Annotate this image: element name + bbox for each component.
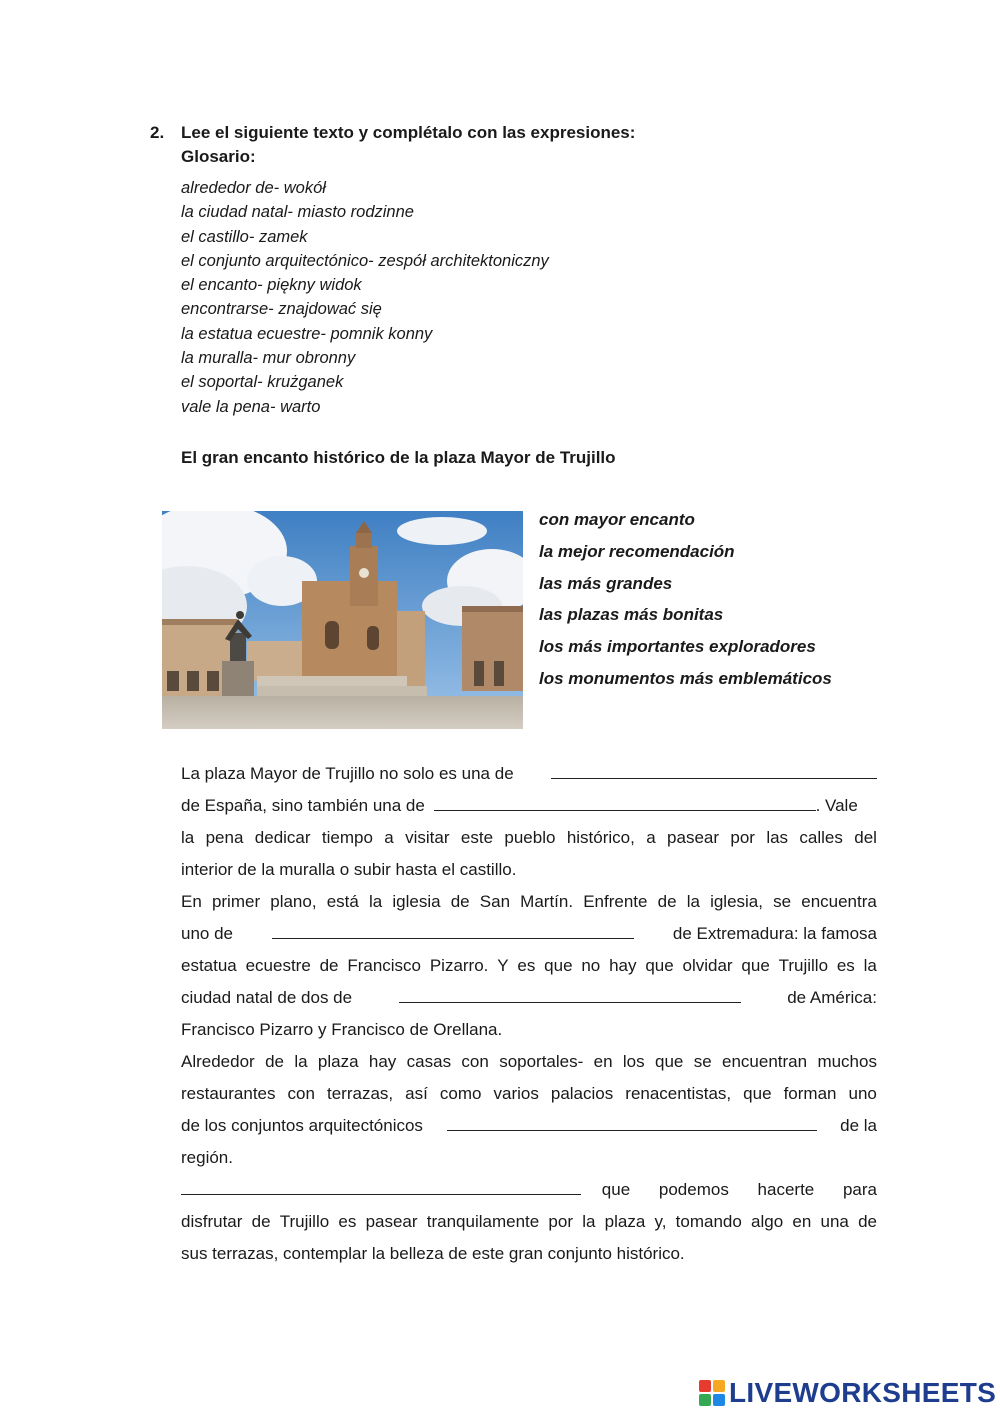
text-word: San (479, 892, 511, 911)
text-line (181, 1078, 877, 1110)
text-word: Martín. (520, 892, 574, 911)
text-word: Pizarro. (429, 956, 489, 975)
exercise-instruction: Lee el siguiente texto y complétalo con las expresiones: (181, 123, 636, 142)
text-word: se (773, 892, 792, 911)
text-word: forman (783, 1084, 837, 1103)
text-word: hay (368, 1052, 397, 1071)
text-word: pasear (667, 828, 720, 847)
text-word: así (405, 1084, 428, 1103)
glossary-item: el soportal- krużganek (181, 373, 344, 392)
text-word: de (657, 892, 677, 911)
text-segment: de la (840, 1116, 877, 1135)
text-word: que (743, 1084, 772, 1103)
expression-item: los más importantes exploradores (539, 637, 816, 657)
blank-field-1[interactable] (551, 764, 877, 779)
text-word: primer (211, 892, 261, 911)
text-word: pena (205, 828, 244, 847)
text-word: a (384, 828, 394, 847)
text-line: Francisco Pizarro y Francisco de Orellana. (181, 1020, 503, 1039)
text-word: que (544, 956, 573, 975)
text-word: es (836, 956, 855, 975)
text-word: los (622, 1052, 645, 1071)
text-word: iglesia, (710, 892, 763, 911)
blank-field-2[interactable] (434, 796, 816, 811)
text-word: de (319, 956, 339, 975)
text-word: pasear (365, 1212, 418, 1231)
text-word: muchos (817, 1052, 877, 1071)
text-segment: de Extremadura: la famosa (672, 924, 877, 943)
text-word: la (863, 956, 877, 975)
text-word: de (450, 892, 470, 911)
text-segment: uno de (181, 924, 233, 943)
text-word: que (645, 956, 674, 975)
text-line: sus terrazas, contemplar la belleza de este gran conjunto histórico. (181, 1244, 685, 1263)
expression-item: con mayor encanto (539, 510, 695, 529)
text-word: de (251, 1212, 271, 1231)
text-word: del (854, 828, 877, 847)
glossary-item: alrededor de- wokół (181, 179, 326, 197)
liveworksheets-logo (699, 1377, 996, 1409)
glossary-label: Glosario: (181, 147, 256, 166)
text-word: iglesia (392, 892, 441, 911)
glossary-item: el castillo- zamek (181, 227, 308, 246)
text-segment: de América: (787, 988, 877, 1007)
glossary-item: la estatua ecuestre- pomnik konny (181, 324, 433, 343)
text-word: y, (654, 1212, 667, 1231)
text-word: es (338, 1212, 357, 1231)
text-word: Francisco (347, 956, 422, 975)
text-word: la (686, 892, 700, 911)
text-word: por (548, 1212, 573, 1231)
text-line (181, 822, 877, 854)
text-segment: que podemos hacerte para (601, 1180, 877, 1199)
expressions-box (539, 506, 832, 697)
expression-item: las más grandes (539, 573, 673, 593)
text-word: olvidar (682, 956, 733, 975)
text-word: se (693, 1052, 712, 1071)
text-line (181, 790, 877, 822)
text-word: la (181, 828, 195, 847)
glossary-list (181, 176, 549, 419)
text-word: plaza (317, 1052, 359, 1071)
text-word: histórico, (566, 828, 635, 847)
text-word: calles (799, 828, 843, 847)
text-word: es (517, 956, 536, 975)
text-word: la (582, 1212, 596, 1231)
text-word: encuentran (722, 1052, 808, 1071)
article-title: El gran encanto histórico de la plaza Mayor de Trujillo (181, 448, 616, 467)
text-line (181, 1046, 877, 1078)
text-word: por (730, 828, 755, 847)
text-word: algo (751, 1212, 784, 1231)
text-word: Y (497, 956, 509, 975)
text-line (181, 1174, 877, 1206)
text-word: en (593, 1052, 613, 1071)
text-word: varios (493, 1084, 539, 1103)
text-word: Enfrente (583, 892, 648, 911)
expression-item: los monumentos más emblemáticos (539, 668, 832, 688)
logo-text: LIVEWORKSHEETS (729, 1377, 997, 1408)
glossary-item: vale la pena- warto (181, 397, 321, 416)
text-word: hay (609, 956, 637, 975)
text-word: encuentra (801, 892, 877, 911)
text-word: plaza (604, 1212, 646, 1231)
text-word: En (181, 892, 202, 911)
logo-icon (699, 1380, 725, 1406)
glossary-item: encontrarse- znajdować się (181, 300, 382, 319)
text-word: en (792, 1212, 812, 1231)
text-word: estatua (181, 956, 237, 975)
expression-item: la mejor recomendación (539, 541, 735, 561)
text-word: renacentistas, (625, 1084, 732, 1103)
text-word: las (766, 828, 789, 847)
text-word: de (265, 1052, 284, 1071)
fill-in-text (181, 758, 877, 1270)
text-word: tranquilamente (426, 1212, 540, 1231)
text-word: está (326, 892, 359, 911)
text-word: plano, (270, 892, 317, 911)
expression-item: las plazas más bonitas (539, 605, 724, 625)
text-word: a (646, 828, 656, 847)
blank-field-4[interactable] (399, 988, 741, 1003)
plaza-photo (162, 511, 523, 729)
text-word: que (741, 956, 770, 975)
text-word: este (460, 828, 494, 847)
text-word: Trujillo (778, 956, 829, 975)
text-word: uno (848, 1084, 877, 1103)
text-word: con (287, 1084, 315, 1103)
text-word: una (820, 1212, 849, 1231)
text-word: palacios (550, 1084, 614, 1103)
exercise-number: 2. (150, 123, 165, 142)
text-word: la (369, 892, 383, 911)
text-line (181, 982, 877, 1014)
text-line (181, 950, 877, 982)
text-word: restaurantes (181, 1084, 276, 1103)
text-word: soportales- (499, 1052, 584, 1071)
text-segment: La plaza Mayor de Trujillo no solo es una de (181, 764, 514, 783)
text-word: dedicar (254, 828, 311, 847)
text-line (181, 918, 877, 950)
text-line: interior de la muralla o subir hasta el castillo. (181, 860, 517, 879)
text-word: tiempo (321, 828, 373, 847)
text-word: pueblo (504, 828, 556, 847)
glossary-item: la ciudad natal- miasto rodzinne (181, 203, 414, 222)
text-word: de (858, 1212, 877, 1231)
text-word: que (654, 1052, 684, 1071)
text-line (181, 758, 877, 790)
text-line (181, 1110, 877, 1142)
text-word: Trujillo (279, 1212, 330, 1231)
text-word: ecuestre (245, 956, 311, 975)
glossary-item: el conjunto arquitectónico- zespół architektoniczny (181, 251, 549, 270)
text-line (181, 1206, 877, 1238)
text-word: como (439, 1084, 482, 1103)
blank-field-6[interactable] (181, 1180, 581, 1195)
blank-field-3[interactable] (272, 924, 634, 939)
text-word: visitar (405, 828, 450, 847)
text-line (181, 886, 877, 918)
text-word: Alrededor (181, 1052, 255, 1071)
text-word: tomando (675, 1212, 742, 1231)
blank-field-5[interactable] (447, 1116, 817, 1131)
glossary-item: el encanto- piękny widok (181, 276, 362, 295)
text-segment: de los conjuntos arquitectónicos (181, 1116, 423, 1135)
text-segment: . Vale (815, 796, 858, 815)
text-segment: ciudad natal de dos de (181, 988, 353, 1007)
text-word: no (581, 956, 601, 975)
text-word: disfrutar (181, 1212, 243, 1231)
text-segment: de España, sino también una de (181, 796, 425, 815)
text-word: casas (406, 1052, 452, 1071)
text-line: región. (181, 1148, 233, 1167)
text-word: la (294, 1052, 308, 1071)
glossary-item: la muralla- mur obronny (181, 349, 356, 368)
text-word: terrazas, (326, 1084, 394, 1103)
text-word: con (461, 1052, 489, 1071)
